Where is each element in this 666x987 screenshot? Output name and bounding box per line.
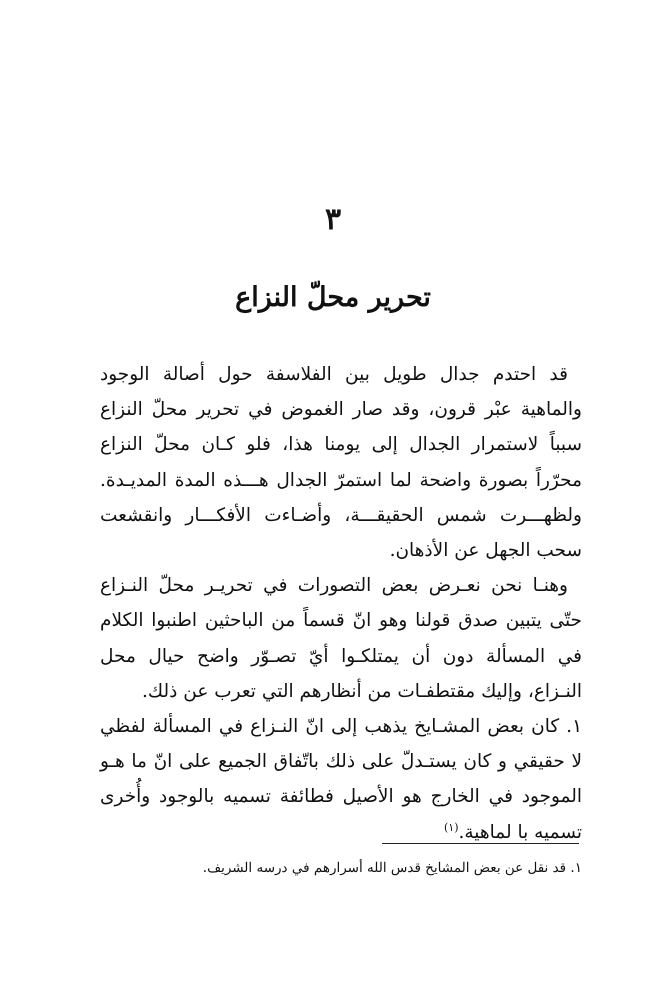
- footnote-1: ١. قد نقل عن بعض المشايخ قدس الله أسرارهم في درسه الشريف.: [202, 860, 582, 876]
- paragraph-1: قد احتدم جدال طويل بين الفلاسفة حول أصالة الوجود والماهية عبْر قرون، وقد صار الغموض في تحرير محلّ النزاع سبباً لاستمرار الجدال إلى يومنا هذا، فلو كـان محلّ النزاع محرّراً بصورة واضحة لما استمرّ الجدال هـــذه المدة المديـدة. ولظهـــرت شمس الحقيقـــة، وأضـاءت الأفكـــار وانقشعت سحب الجهل عن الأذهان.: [100, 364, 582, 562]
- list-item-1: [100, 709, 582, 850]
- body-text: [100, 357, 582, 850]
- list-item-1-text: ١. كان بعض المشـايخ يذهب إلى انّ النـزاع في المسألة لفظي لا حقيقي و كان يستـدلّ على ذلك باتّفاق الجميع على انّ ما هـو الموجود في الخارج هو الأصيل فطائفة تسميه بالوجود وأُخرى تسميه با لماهية.: [100, 716, 582, 843]
- chapter-number: ٣: [324, 202, 342, 237]
- footnote-divider: [382, 843, 579, 844]
- footnote-marker[interactable]: (١): [443, 820, 459, 834]
- paragraph-2: وهنـا نحن نعـرض بعض التصورات في تحريـر محلّ النـزاع حتّى يتبين صدق قولنا وهو انّ قسماً من الباحثين اطنبوا الكلام في المسألة دون أن يمتلكـوا أيّ تصـوّر واضح حيال محل النـزاع، وإليك مقتطفـات من أنظارهم التي تعرب عن ذلك.: [100, 575, 582, 702]
- chapter-title: تحرير محلّ النزاع: [235, 282, 431, 313]
